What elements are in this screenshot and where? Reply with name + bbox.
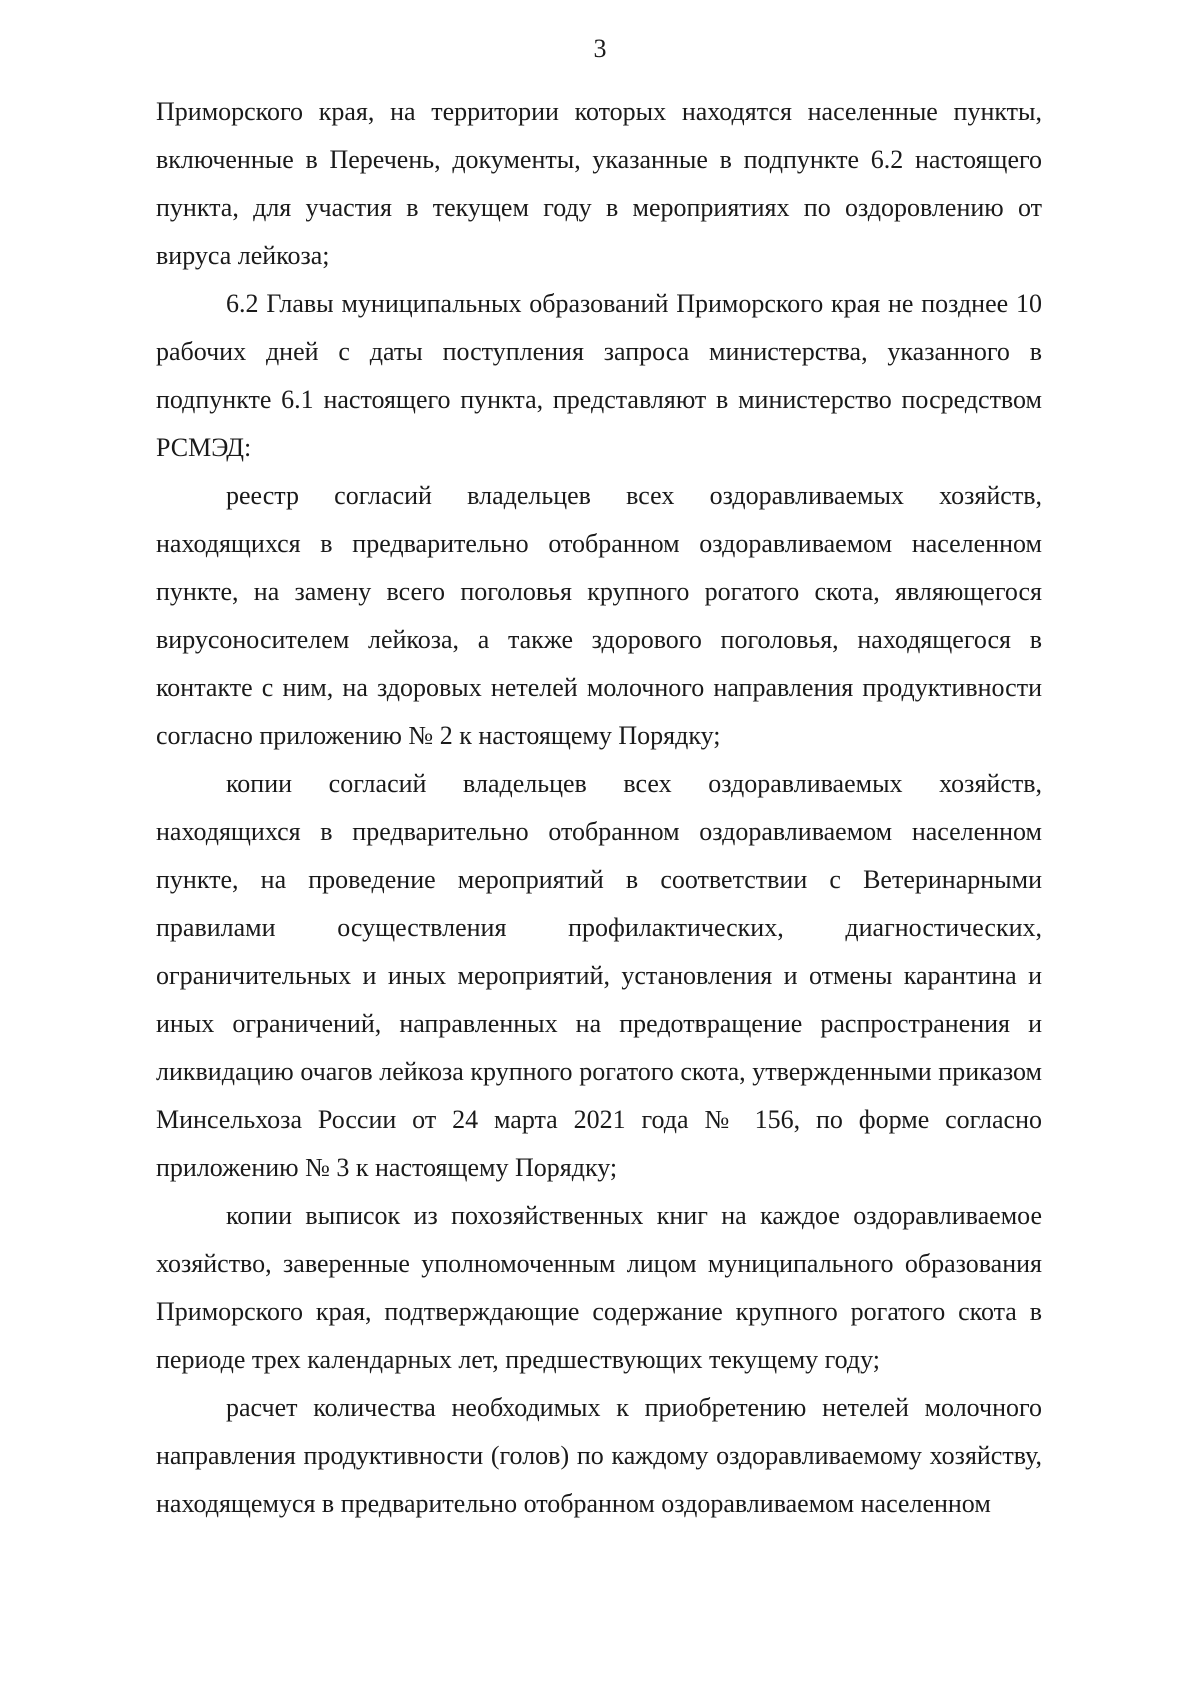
paragraph-household-book-extracts: копии выписок из похозяйственных книг на каждое оздоравливаемое хозяйство, заверенные уполномоченным лицом муниципального образования Приморского края, подтверждающие содержание крупного рогатого скота в периоде трех календарных лет, предшествующих текущему году; — [156, 1201, 1042, 1374]
paragraph-consent-copies: копии согласий владельцев всех оздоравливаемых хозяйств, находящихся в предварительно отобранном оздоравливаемом населенном пункте, на проведение мероприятий в соответствии с Ветеринарными правилами осуществления профилактических, диагностических, ограничительных и иных мероприятий, установления и отмены карантина и иных ограничений, направленных на предотвращение распространения и ликвидацию очагов лейкоза крупного рогатого скота, утвержденными приказом Минсельхоза России от 24 марта 2021 года № 156, по форме согласно приложению № 3 к настоящему Порядку; — [156, 769, 1042, 1182]
page-number: 3 — [593, 34, 607, 63]
paragraph-6-2: 6.2 Главы муниципальных образований Приморского края не позднее 10 рабочих дней с даты поступления запроса министерства, указанного в подпункте 6.1 настоящего пункта, представляют в министерство посредством РСМЭД: — [156, 289, 1042, 462]
document-body — [156, 88, 1042, 1528]
paragraph-consent-registry: реестр согласий владельцев всех оздоравливаемых хозяйств, находящихся в предварительно отобранном оздоравливаемом населенном пункте, на замену всего поголовья крупного рогатого скота, являющегося вирусоносителем лейкоза, а также здорового поголовья, находящегося в контакте с ним, на здоровых нетелей молочного направления продуктивности согласно приложению № 2 к настоящему Порядку; — [156, 481, 1042, 750]
paragraph-continuation: Приморского края, на территории которых находятся населенные пункты, включенные в Перечень, документы, указанные в подпункте 6.2 настоящего пункта, для участия в текущем году в мероприятиях по оздоровлению от вируса лейкоза; — [156, 97, 1042, 270]
paragraph-heifer-calculation: расчет количества необходимых к приобретению нетелей молочного направления продуктивности (голов) по каждому оздоравливаемому хозяйству, находящемуся в предварительно отобранном оздоравливаемом населенном — [156, 1393, 1042, 1518]
